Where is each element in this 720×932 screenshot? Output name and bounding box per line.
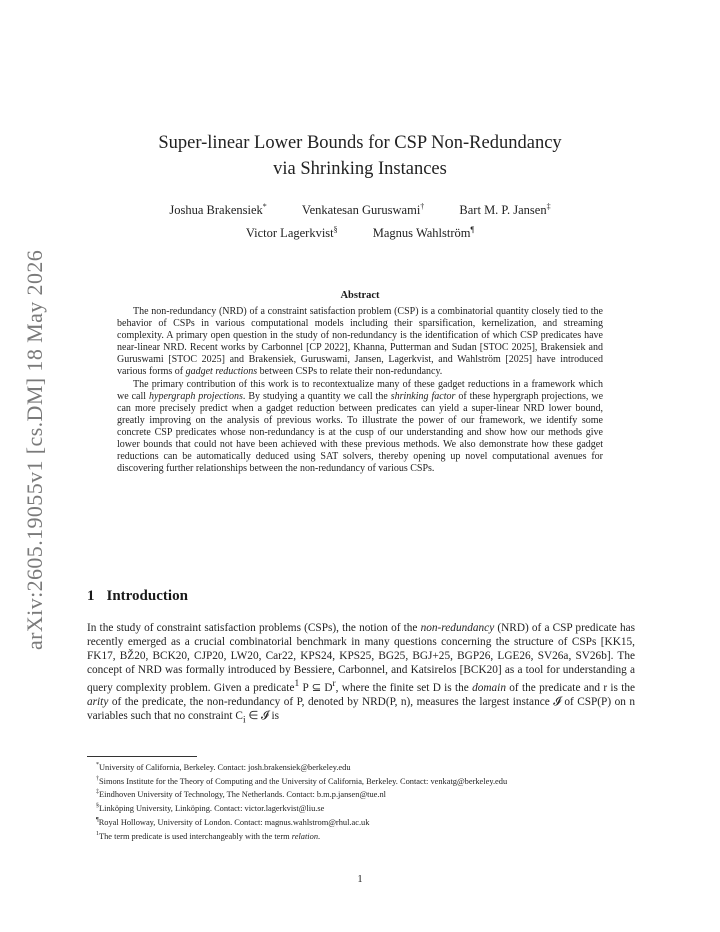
author: Bart M. P. Jansen‡ bbox=[459, 202, 551, 218]
footnote: †Simons Institute for the Theory of Computing and the University of California, Berkeley. Contact: venkatg@berkeley.edu bbox=[96, 775, 508, 786]
author-row-1 bbox=[0, 202, 720, 218]
arxiv-identifier: arXiv:2605.19055v1 [cs.DM] 18 May 2026 bbox=[22, 249, 47, 650]
footnote: *University of California, Berkeley. Contact: josh.brakensiek@berkeley.edu bbox=[96, 762, 351, 772]
abstract-paragraph-1: The non-redundancy (NRD) of a constraint satisfaction problem (CSP) is a combinatorial quantity closely tied to the behavior of CSPs in various computational models including their sparsification, kernelization, and streaming complexity. A primary open question in the study of non-redundancy is the identification of which CSP predicates have near-linear NRD. Recent works by Carbonnel [CP 2022], Khanna, Putterman and Sudan [STOC 2025], Brakensiek and Guruswami [STOC 2025] and Brakensiek, Guruswami, Jansen, Lagerkvist, and Wahlström [2025] have introduced various forms of gadget reductions between CSPs to relate their non-redundancy. bbox=[117, 306, 603, 378]
author: Joshua Brakensiek* bbox=[169, 202, 267, 218]
footnote-divider bbox=[87, 756, 197, 757]
section-title: Introduction bbox=[106, 588, 188, 604]
abstract-heading: Abstract bbox=[340, 290, 380, 301]
section-number: 1 bbox=[87, 588, 95, 604]
author-row-2 bbox=[0, 225, 720, 241]
intro-paragraph: In the study of constraint satisfaction problems (CSPs), the notion of the non-redundancy (NRD) of a CSP predicate has recently emerged as a crucial combinatorial benchmark in many questions concerning the structure of CSPs [KK15, FK17, BŽ20, BCK20, CJP20, LW20, Car22, KPS24, KPS25, BG25, BGJ+25, BGP26, LGE26, SV26a, SV26b]. The concept of NRD was formally introduced by Bessiere, Carbonnel, and Katsirelos [BCK20] as a tool for understanding a query complexity problem. Given a predicate$^1$ P ⊆ $D^r$, where the finite set D is the domain of the predicate and r is the arity of the predicate, the non-redundancy of P, denoted by NRD(P, n), measures the largest instance 𝓘 of CSP(P) on n variables such that no constraint $C_i$ ∈ 𝓘 is bbox=[87, 622, 636, 726]
footnote: ‡Eindhoven University of Technology, The Netherlands. Contact: b.m.p.jansen@tue.nl bbox=[96, 789, 387, 800]
footnote: §Linköping University, Linköping. Contact: victor.lagerkvist@liu.se bbox=[96, 803, 325, 813]
author: Magnus Wahlström¶ bbox=[372, 225, 475, 241]
introduction-body bbox=[87, 621, 635, 728]
author: Victor Lagerkvist§ bbox=[245, 225, 338, 241]
title-line-2: via Shrinking Instances bbox=[273, 159, 447, 179]
page-number: 1 bbox=[357, 874, 363, 885]
abstract-body bbox=[117, 306, 603, 475]
abstract-paragraph-2: The primary contribution of this work is to recontextualize many of these gadget reductions in a framework which we call hypergraph projections. By studying a quantity we call the shrinking factor of these hypergraph projections, we can more precisely predict when a gadget reduction between predicates can yield a super-linear NRD lower bound, greatly improving on the analysis of previous works. To illustrate the power of our framework, we identify some concrete CSP predicates whose non-redundancy is at the cusp of our understanding and show how our methods give lower bounds that could not have been achieved with these previous methods. We also demonstrate how these gadget reductions can be automatically deduced using SAT solvers, thereby opening up novel computational avenues for discovering further relationships between the non-redundancy of various CSPs. bbox=[117, 378, 604, 475]
section-heading bbox=[87, 588, 188, 605]
footnotes bbox=[87, 760, 635, 842]
paper-title bbox=[0, 130, 720, 182]
author: Venkatesan Guruswami† bbox=[301, 202, 425, 218]
footnote: $^1$The term predicate is used interchangeably with the term relation. bbox=[96, 830, 321, 841]
footnote-ref[interactable]: 1 bbox=[294, 679, 300, 690]
title-line-1: Super-linear Lower Bounds for CSP Non-Redundancy bbox=[158, 133, 562, 153]
footnote: ¶Royal Holloway, University of London. Contact: magnus.wahlstrom@rhul.ac.uk bbox=[96, 816, 370, 827]
